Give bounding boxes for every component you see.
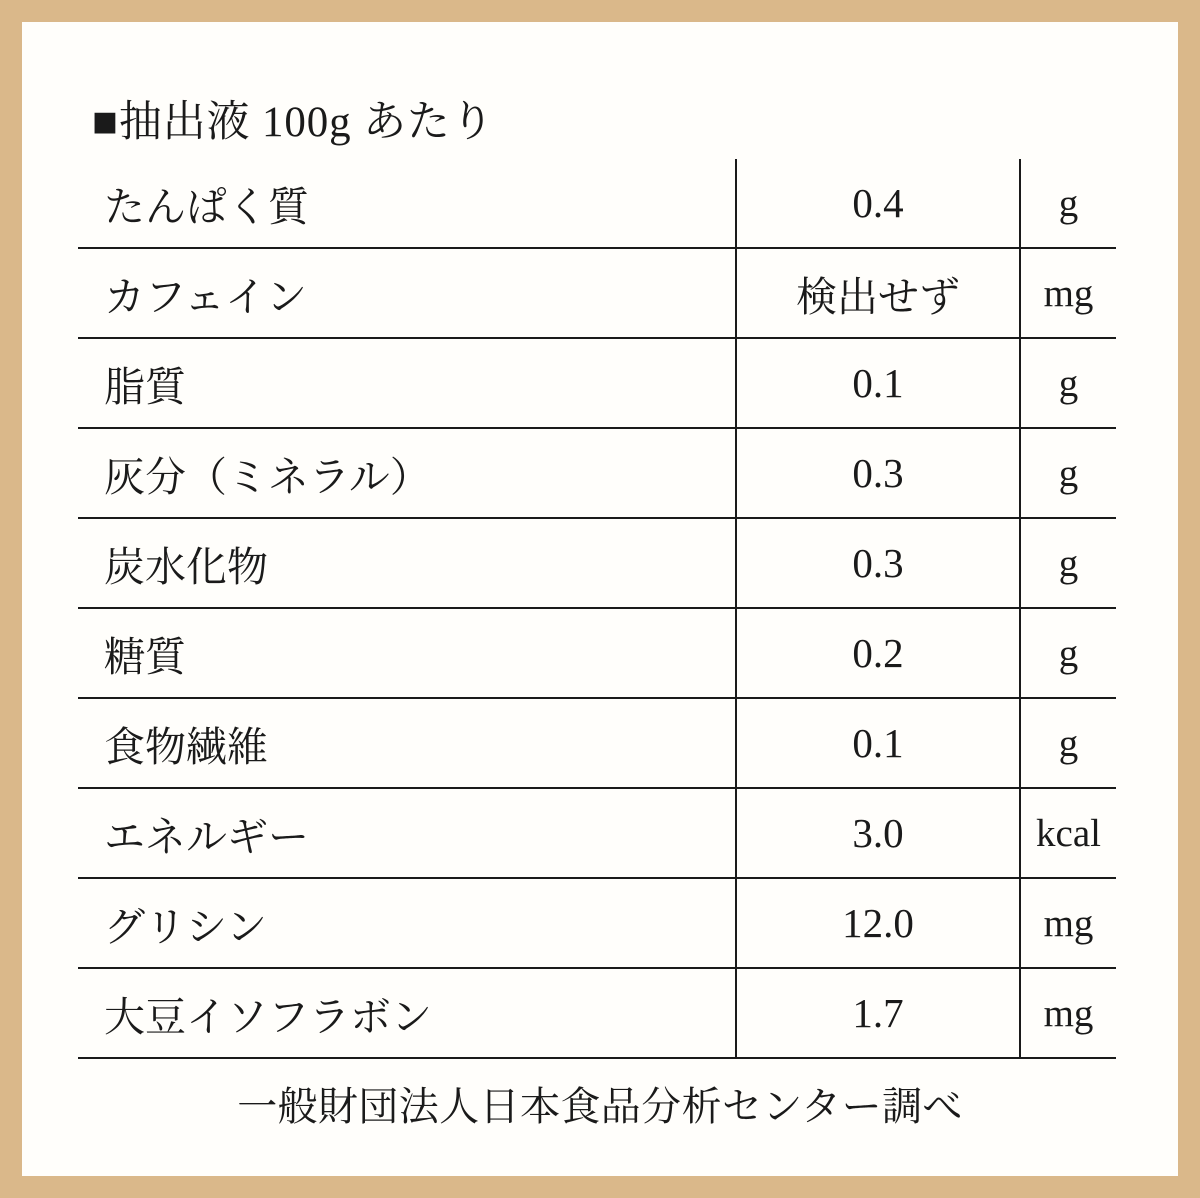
nutrient-name: エネルギー [78, 788, 736, 878]
nutrient-name: 灰分（ミネラル） [78, 428, 736, 518]
nutrient-name: たんぱく質 [78, 159, 736, 248]
table-row [78, 608, 1116, 698]
nutrition-table [78, 159, 1116, 1059]
table-row [78, 698, 1116, 788]
nutrient-name: 脂質 [78, 338, 736, 428]
nutrient-unit: mg [1020, 968, 1116, 1058]
nutrient-unit: g [1020, 608, 1116, 698]
nutrient-name: 炭水化物 [78, 518, 736, 608]
nutrient-value: 0.2 [736, 608, 1020, 698]
panel-title: ■抽出液 100g あたり [92, 99, 495, 146]
nutrition-panel [22, 22, 1178, 1176]
table-row [78, 338, 1116, 428]
nutrient-unit: mg [1020, 248, 1116, 338]
nutrient-unit: g [1020, 698, 1116, 788]
nutrient-value: 0.3 [736, 428, 1020, 518]
nutrient-value: 12.0 [736, 878, 1020, 968]
nutrient-value: 0.1 [736, 698, 1020, 788]
table-row [78, 878, 1116, 968]
nutrient-name: 大豆イソフラボン [78, 968, 736, 1058]
table-row [78, 968, 1116, 1058]
nutrient-value: 0.3 [736, 518, 1020, 608]
table-row [78, 518, 1116, 608]
nutrient-value: 検出せず [736, 248, 1020, 338]
source-note: 一般財団法人日本食品分析センター調べ [237, 1084, 963, 1129]
nutrient-name: 糖質 [78, 608, 736, 698]
nutrient-unit: g [1020, 518, 1116, 608]
nutrient-unit: kcal [1020, 788, 1116, 878]
table-row [78, 248, 1116, 338]
table-row [78, 788, 1116, 878]
nutrient-value: 0.1 [736, 338, 1020, 428]
nutrient-unit: mg [1020, 878, 1116, 968]
nutrient-name: 食物繊維 [78, 698, 736, 788]
nutrient-value: 1.7 [736, 968, 1020, 1058]
table-row [78, 428, 1116, 518]
table-body [78, 159, 1116, 1058]
nutrient-value: 0.4 [736, 159, 1020, 248]
nutrient-name: カフェイン [78, 248, 736, 338]
nutrient-value: 3.0 [736, 788, 1020, 878]
nutrient-unit: g [1020, 338, 1116, 428]
nutrient-unit: g [1020, 428, 1116, 518]
nutrient-name: グリシン [78, 878, 736, 968]
nutrient-unit: g [1020, 159, 1116, 248]
table-row [78, 159, 1116, 248]
